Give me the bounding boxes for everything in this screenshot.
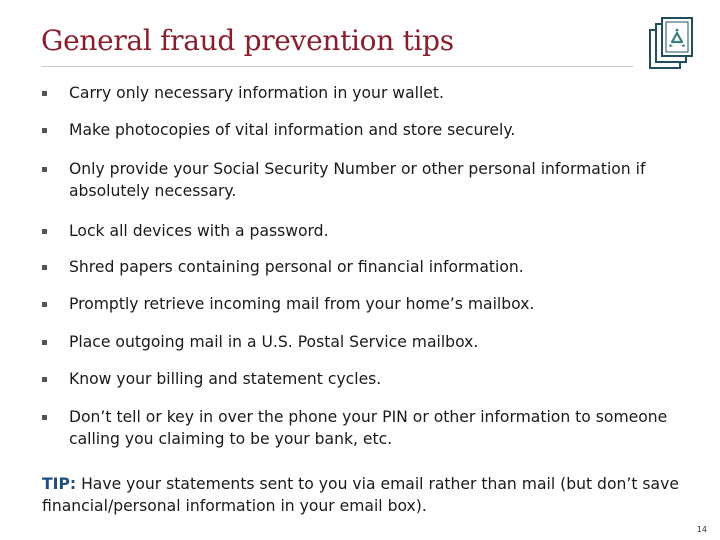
bullet-marker [42, 128, 47, 133]
bullet-marker [42, 302, 47, 307]
list-item-text: Make photocopies of vital information and store securely. [69, 121, 516, 139]
tip-paragraph [42, 473, 702, 517]
list-item-text: Shred papers containing personal or financial information. [69, 258, 524, 276]
list-item [40, 368, 690, 390]
list-item [40, 158, 690, 202]
bullet-marker [42, 340, 47, 345]
tip-label: TIP: [42, 475, 77, 493]
list-item-text: Don’t tell or key in over the phone your PIN or other information to someone calling you claiming to be your bank, etc. [69, 408, 668, 448]
list-item [40, 331, 690, 353]
page-number: 14 [696, 525, 707, 534]
list-item-text: Only provide your Social Security Number or other personal information if absolutely necessary. [69, 160, 646, 200]
tip-text: Have your statements sent to you via email rather than mail (but don’t save financial/personal information in your email box). [42, 475, 679, 515]
list-item-text: Promptly retrieve incoming mail from your home’s mailbox. [69, 295, 535, 313]
list-item [40, 82, 690, 104]
list-item-text: Carry only necessary information in your wallet. [69, 84, 444, 102]
bullet-marker [42, 415, 47, 420]
page-title: General fraud prevention tips [41, 24, 454, 57]
list-item-text: Place outgoing mail in a U.S. Postal Service mailbox. [69, 333, 479, 351]
title-divider [41, 66, 633, 67]
bullet-marker [42, 265, 47, 270]
tips-list [40, 82, 690, 450]
recycled-documents-icon [648, 14, 704, 74]
bullet-marker [42, 91, 47, 96]
list-item [40, 293, 690, 315]
list-item [40, 220, 690, 242]
bullet-marker [42, 229, 47, 234]
list-item-text: Lock all devices with a password. [69, 222, 329, 240]
list-item-text: Know your billing and statement cycles. [69, 370, 382, 388]
bullet-marker [42, 167, 47, 172]
list-item [40, 256, 690, 278]
bullet-marker [42, 377, 47, 382]
list-item [40, 406, 690, 450]
list-item [40, 119, 690, 141]
